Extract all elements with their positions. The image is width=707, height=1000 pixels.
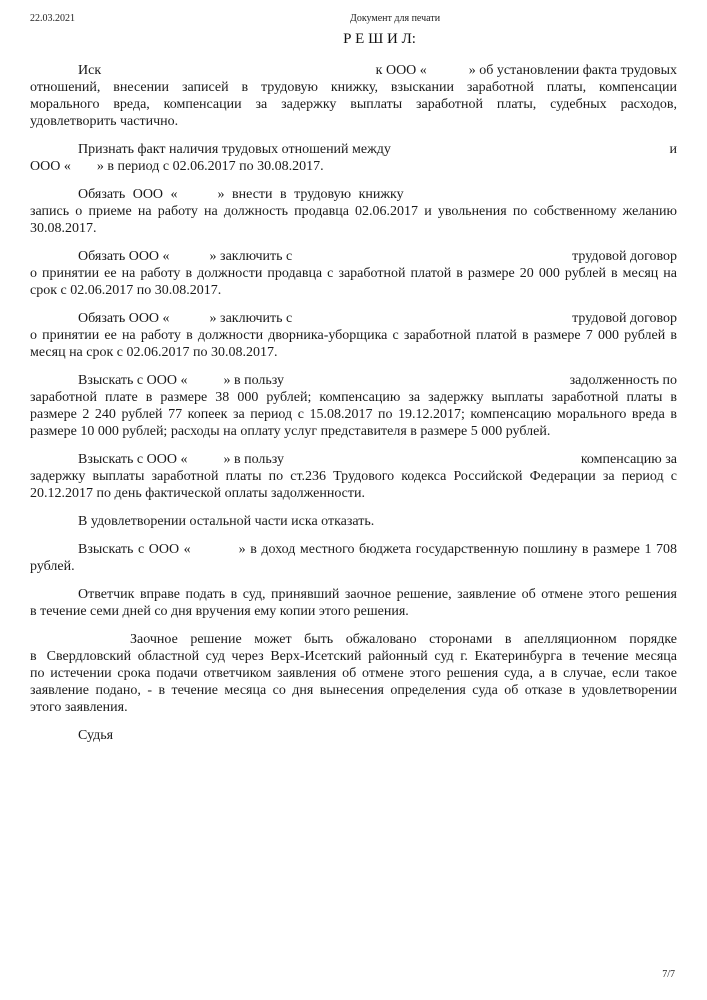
redacted-blank xyxy=(170,321,210,322)
text-segment: Заочное решение может быть обжаловано сторонами в апелляционном порядке xyxy=(130,632,677,647)
text-segment: трудовой договор xyxy=(572,249,677,264)
redacted-blank xyxy=(187,383,223,384)
document-line xyxy=(30,406,677,423)
document-line xyxy=(30,203,677,220)
text-segment: Свердловский областной суд через Верх-Исетский районный суд г. Екатеринбурга в течение месяца xyxy=(46,649,677,664)
document-line xyxy=(30,513,677,530)
text-segment: Взыскать с ООО « xyxy=(78,542,191,557)
text-segment: 30.08.2017. xyxy=(30,221,97,236)
text-segment: » в доход местного бюджета государственную пошлину в размере 1 708 xyxy=(238,542,677,557)
document-line xyxy=(30,327,677,344)
text-segment: » в пользу xyxy=(223,452,285,467)
text-segment: о принятии ее на работу в должности дворника-уборщика с заработной платой в размере 7 000 рублей в xyxy=(30,328,677,343)
paragraph xyxy=(30,248,677,299)
paragraph xyxy=(30,310,677,361)
text-segment: размере 10 000 рублей; расходы на оплату услуг представителя в размере 5 000 рублей. xyxy=(30,424,551,439)
text-segment: размере 2 240 рублей 77 копеек за период с 15.08.2017 по 19.12.2017; компенсацию морального вреда в xyxy=(30,407,677,422)
text-segment: рублей. xyxy=(30,559,75,574)
text-segment: Обязать ООО « xyxy=(78,187,178,202)
document-line xyxy=(30,468,677,485)
text-segment: задержку выплаты заработной платы по ст.236 Трудового кодекса Российской Федерации за период с xyxy=(30,469,677,484)
redacted-blank xyxy=(71,169,97,170)
document-line xyxy=(30,79,677,96)
text-segment: » заключить с xyxy=(209,311,293,326)
document-body xyxy=(30,62,677,755)
document-line xyxy=(30,541,677,558)
document-line xyxy=(30,220,677,237)
document-line xyxy=(30,423,677,440)
document-line xyxy=(30,282,677,299)
redacted-blank xyxy=(187,462,223,463)
text-segment: отношений, внесении записей в трудовую книжку, взыскании заработной платы, компенсации xyxy=(30,80,677,95)
redacted-blank xyxy=(37,659,47,660)
text-segment: Судья xyxy=(78,728,114,743)
document-line xyxy=(30,603,677,620)
text-segment: » в период с 02.06.2017 по 30.08.2017. xyxy=(96,159,324,174)
text-segment: Ответчик вправе подать в суд, принявший заочное решение, заявление об отмене этого решения xyxy=(78,587,677,602)
header-document-title: Документ для печати xyxy=(350,13,441,24)
document-line xyxy=(30,186,677,203)
redacted-blank xyxy=(178,197,218,198)
text-segment: Обязать ООО « xyxy=(78,311,170,326)
text-segment: » заключить с xyxy=(209,249,293,264)
document-line xyxy=(30,485,677,502)
header-date: 22.03.2021 xyxy=(30,13,75,24)
paragraph xyxy=(30,513,677,530)
text-segment: в xyxy=(30,649,37,664)
text-segment: месяц на срок с 02.06.2017 по 30.08.2017. xyxy=(30,345,278,360)
document-line xyxy=(30,141,677,158)
text-segment: ООО « xyxy=(30,159,71,174)
redacted-blank xyxy=(170,259,210,260)
text-segment: » внести в трудовую книжку xyxy=(217,187,404,202)
document-line xyxy=(30,648,677,665)
paragraph xyxy=(30,631,677,716)
text-segment: морального вреда, компенсации за задержку выплаты заработной платы, судебных расходов, xyxy=(30,97,677,112)
paragraph xyxy=(30,586,677,620)
text-segment: 20.12.2017 по день фактической оплаты задолженности. xyxy=(30,486,366,501)
text-segment: заявление подано, - в течение месяца со дня вынесения определения суда об отказе в удовлетворении xyxy=(30,683,677,698)
paragraph xyxy=(30,141,677,175)
paragraph xyxy=(30,451,677,502)
decision-heading: Р Е Ш И Л: xyxy=(343,31,416,47)
document-line xyxy=(30,586,677,603)
paragraph xyxy=(30,186,677,237)
document-line xyxy=(30,389,677,406)
document-line xyxy=(30,113,677,130)
text-segment: В удовлетворении остальной части иска отказать. xyxy=(78,514,375,529)
document-line xyxy=(30,310,677,327)
text-segment: Взыскать с ООО « xyxy=(78,373,188,388)
text-segment: » в пользу xyxy=(223,373,285,388)
text-segment: по истечении срока подачи ответчиком заявления об отмене этого решения суда, а в случае, если такое xyxy=(30,666,677,681)
text-segment: заработной плате в размере 38 000 рублей; компенсацию за задержку выплаты заработной платы в xyxy=(30,390,677,405)
text-segment: и xyxy=(669,142,677,157)
text-segment: » об установлении факта трудовых xyxy=(468,63,677,78)
text-segment: компенсацию за xyxy=(580,452,677,467)
document-line xyxy=(30,665,677,682)
document-line xyxy=(30,631,677,648)
paragraph xyxy=(30,62,677,130)
document-line xyxy=(30,248,677,265)
text-segment: Взыскать с ООО « xyxy=(78,452,188,467)
text-segment: Признать факт наличия трудовых отношений между xyxy=(78,142,391,157)
text-segment: Иск xyxy=(78,63,102,78)
document-line xyxy=(30,699,677,716)
document-line xyxy=(30,682,677,699)
document-line xyxy=(30,372,677,389)
text-segment: задолженность по xyxy=(569,373,677,388)
document-line xyxy=(30,62,677,79)
text-segment: этого заявления. xyxy=(30,700,128,715)
paragraph xyxy=(30,541,677,575)
document-line xyxy=(30,558,677,575)
text-segment: Обязать ООО « xyxy=(78,249,170,264)
document-line xyxy=(30,727,677,744)
text-segment: в течение семи дней со дня вручения ему копии этого решения. xyxy=(30,604,409,619)
paragraph xyxy=(30,372,677,440)
document-line xyxy=(30,158,677,175)
document-line xyxy=(30,344,677,361)
redacted-blank xyxy=(191,552,239,553)
document-line xyxy=(30,451,677,468)
text-segment: запись о приеме на работу на должность продавца 02.06.2017 и увольнения по собственному желанию xyxy=(30,204,677,219)
redacted-blank xyxy=(427,73,469,74)
page-number: 7/7 xyxy=(662,969,675,980)
text-segment: о принятии ее на работу в должности продавца с заработной платой в размере 20 000 рублей в месяц на xyxy=(30,266,677,281)
text-segment: срок с 02.06.2017 по 30.08.2017. xyxy=(30,283,222,298)
document-line xyxy=(30,96,677,113)
text-segment: к ООО « xyxy=(375,63,427,78)
text-segment: трудовой договор xyxy=(572,311,677,326)
document-line xyxy=(30,265,677,282)
text-segment: удовлетворить частично. xyxy=(30,114,179,129)
paragraph xyxy=(30,727,677,744)
